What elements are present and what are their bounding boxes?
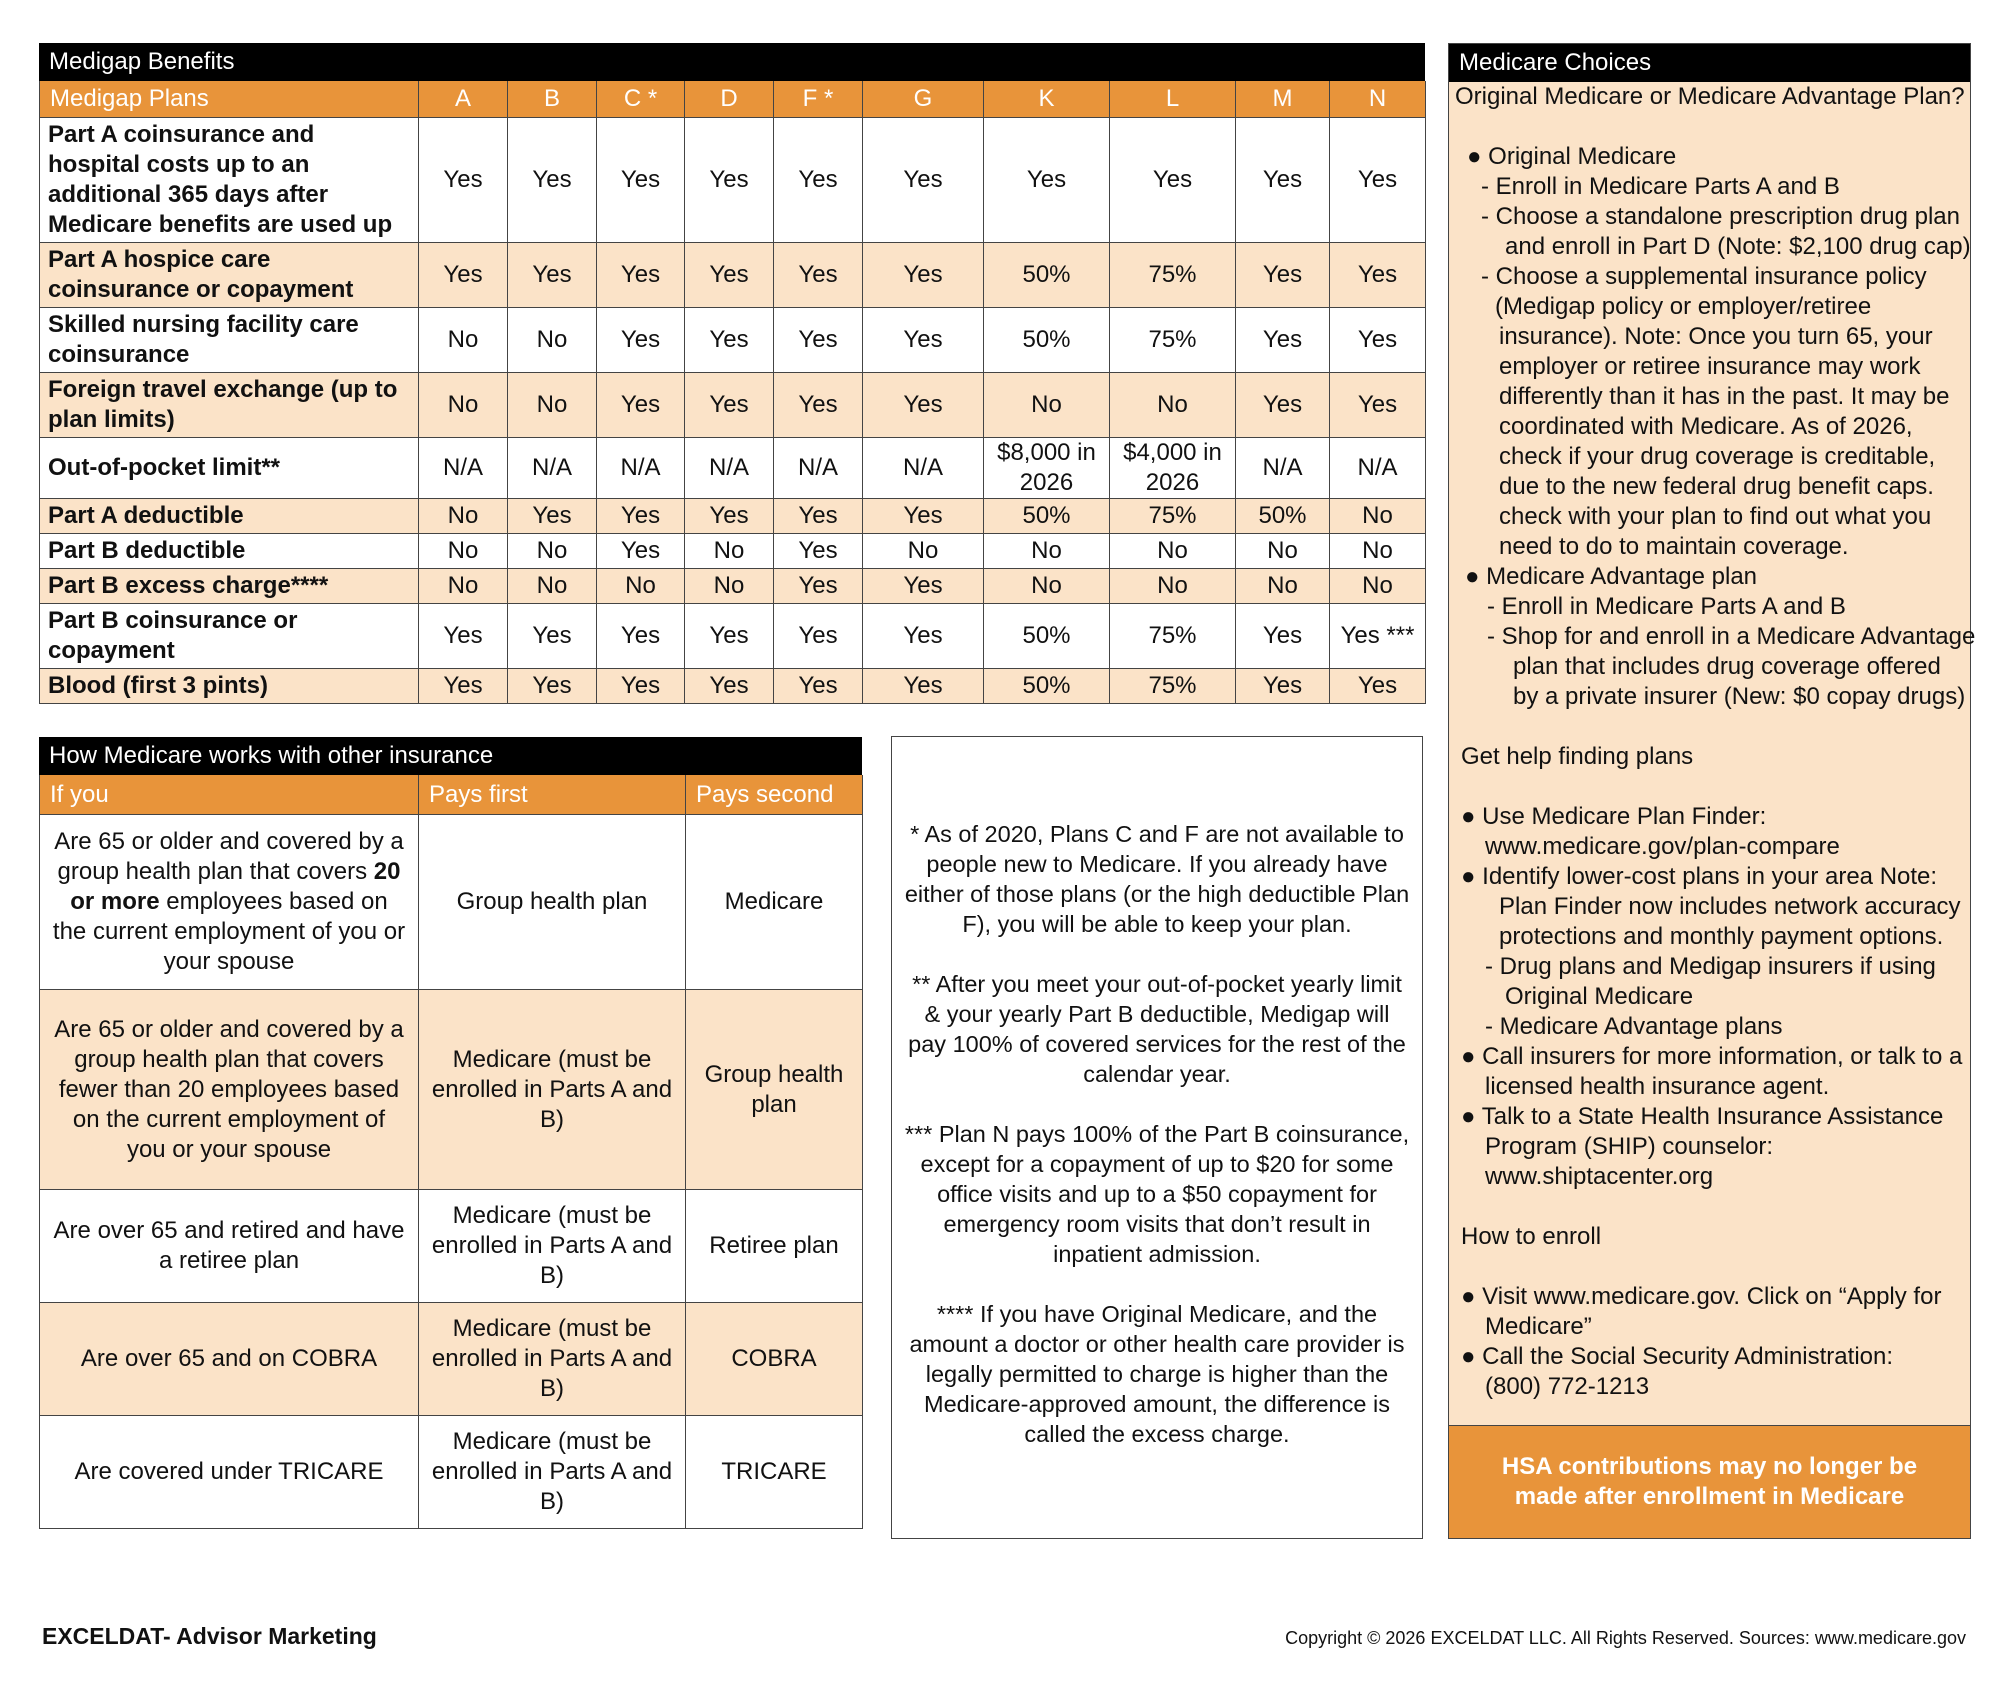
benefit-value: 50% — [1236, 499, 1330, 534]
choices-line: - Enroll in Medicare Parts A and B — [1481, 173, 1840, 200]
choices-line: ● Use Medicare Plan Finder: — [1461, 803, 1767, 830]
other-insurance-body — [40, 815, 863, 1529]
benefit-name: Part A hospice care coinsurance or copayment — [40, 243, 419, 308]
hsa-notice-line-1: HSA contributions may no longer be — [1501, 1453, 1918, 1480]
other-insurance-title: How Medicare works with other insurance — [39, 737, 862, 775]
benefit-value: N/A — [774, 438, 863, 499]
benefit-value: Yes — [863, 118, 984, 243]
choices-line: ● Talk to a State Health Insurance Assistance — [1461, 1103, 1944, 1130]
if-you-cell — [40, 1190, 419, 1303]
hsa-notice-line-2: made after enrollment in Medicare — [1514, 1483, 1905, 1510]
benefit-value: $4,000 in 2026 — [1110, 438, 1236, 499]
choices-line: - Enroll in Medicare Parts A and B — [1487, 593, 1846, 620]
benefit-value: Yes — [508, 243, 597, 308]
choices-line: plan that includes drug coverage offered — [1513, 653, 1941, 680]
choices-line: - Choose a supplemental insurance policy — [1481, 263, 1927, 290]
benefit-value: N/A — [419, 438, 508, 499]
pays-second-cell: COBRA — [686, 1303, 863, 1416]
benefit-value: No — [984, 373, 1110, 438]
benefit-value: No — [597, 569, 685, 604]
medigap-body — [40, 118, 1426, 704]
benefit-name: Blood (first 3 pints) — [40, 669, 419, 704]
benefit-value: Yes — [508, 118, 597, 243]
benefit-row — [40, 534, 1426, 569]
benefit-value: Yes — [774, 499, 863, 534]
benefit-row — [40, 669, 1426, 704]
benefit-value: Yes — [1236, 118, 1330, 243]
choices-line: by a private insurer (New: $0 copay drugs) — [1513, 683, 1966, 710]
choices-line: ● Call the Social Security Administration: — [1461, 1343, 1894, 1370]
benefit-value: Yes — [685, 243, 774, 308]
benefit-value: No — [685, 569, 774, 604]
benefit-value: N/A — [863, 438, 984, 499]
benefit-value: No — [1110, 534, 1236, 569]
pays-first-cell: Medicare (must be enrolled in Parts A and B) — [419, 1303, 686, 1416]
pays-second-cell: Group health plan — [686, 990, 863, 1190]
plan-header: D — [685, 81, 774, 118]
benefit-value: No — [419, 373, 508, 438]
benefit-value: 50% — [984, 308, 1110, 373]
benefit-value: $8,000 in 2026 — [984, 438, 1110, 499]
benefit-value: 75% — [1110, 669, 1236, 704]
benefit-value: Yes — [508, 669, 597, 704]
benefit-value: Yes — [685, 308, 774, 373]
benefit-value: Yes — [774, 243, 863, 308]
benefit-value: Yes — [597, 604, 685, 669]
if-you-text: Are 65 or older and covered by a group health plan that covers fewer than 20 employees based on the current employment of you or your spouse — [54, 1015, 404, 1163]
choices-line: coordinated with Medicare. As of 2026, — [1499, 413, 1913, 440]
footer-copyright: Copyright © 2026 EXCELDAT LLC. All Rights Reserved. Sources: www.medicare.gov — [1285, 1628, 1966, 1648]
choices-line: ● Medicare Advantage plan — [1465, 563, 1758, 590]
benefit-value: No — [984, 569, 1110, 604]
benefit-value: Yes — [597, 534, 685, 569]
hsa-notice — [1449, 1425, 1970, 1538]
benefit-value: No — [685, 534, 774, 569]
benefit-value: Yes — [1330, 669, 1426, 704]
benefit-row — [40, 604, 1426, 669]
benefit-value: No — [1236, 569, 1330, 604]
choices-line: - Drug plans and Medigap insurers if using — [1485, 953, 1936, 980]
choices-line: Plan Finder now includes network accuracy — [1499, 893, 1961, 920]
choices-line: employer or retiree insurance may work — [1499, 353, 1921, 380]
benefit-value: No — [984, 534, 1110, 569]
choices-line: insurance). Note: Once you turn 65, your — [1499, 323, 1933, 350]
benefit-value: Yes — [863, 499, 984, 534]
benefit-name: Part A deductible — [40, 499, 419, 534]
benefit-row — [40, 118, 1426, 243]
choices-line: How to enroll — [1461, 1223, 1602, 1250]
if-you-cell — [40, 1416, 419, 1529]
plan-header: K — [984, 81, 1110, 118]
footnotes-box — [891, 736, 1423, 1539]
choices-line: - Choose a standalone prescription drug plan — [1481, 203, 1960, 230]
benefit-value: No — [419, 534, 508, 569]
benefit-value: 50% — [984, 499, 1110, 534]
benefit-value: Yes — [419, 118, 508, 243]
choices-line: ● Call insurers for more information, or talk to a — [1461, 1043, 1963, 1070]
benefit-value: Yes — [863, 373, 984, 438]
choices-line: www.shiptacenter.org — [1485, 1163, 1714, 1190]
benefit-value: No — [863, 534, 984, 569]
footer-brand: EXCELDAT- Advisor Marketing — [42, 1623, 377, 1649]
pays-second-cell: Retiree plan — [686, 1190, 863, 1303]
choices-line: www.medicare.gov/plan-compare — [1485, 833, 1840, 860]
if-you-cell — [40, 990, 419, 1190]
pays-first-cell: Medicare (must be enrolled in Parts A and B) — [419, 1190, 686, 1303]
if-you-cell — [40, 1303, 419, 1416]
choices-line: licensed health insurance agent. — [1485, 1073, 1830, 1100]
benefit-value: Yes — [863, 243, 984, 308]
medigap-benefits-title: Medigap Benefits — [39, 43, 1425, 81]
footnote: **** If you have Original Medicare, and the amount a doctor or other health care provider is legally permitted to charge is higher than the Medicare-approved amount, the difference is called the excess charge. — [909, 1301, 1405, 1447]
spacer — [1455, 772, 1964, 802]
benefit-value: Yes — [1330, 243, 1426, 308]
benefit-value: Yes — [774, 118, 863, 243]
choices-line: protections and monthly payment options. — [1499, 923, 1944, 950]
benefit-row — [40, 499, 1426, 534]
benefit-value: Yes — [1330, 308, 1426, 373]
benefit-value: No — [1110, 569, 1236, 604]
benefit-name: Part B excess charge**** — [40, 569, 419, 604]
benefit-name: Skilled nursing facility care coinsurance — [40, 308, 419, 373]
benefit-value: No — [1330, 499, 1426, 534]
benefit-value: No — [1330, 569, 1426, 604]
choices-line: and enroll in Part D (Note: $2,100 drug cap) — [1505, 233, 1971, 260]
benefit-value: No — [419, 499, 508, 534]
benefit-value: No — [419, 569, 508, 604]
plan-header: M — [1236, 81, 1330, 118]
benefit-value: 50% — [984, 669, 1110, 704]
benefit-value: Yes — [1236, 243, 1330, 308]
benefit-row — [40, 438, 1426, 499]
benefit-value: Yes — [774, 569, 863, 604]
benefit-value: N/A — [597, 438, 685, 499]
insurance-row — [40, 1303, 863, 1416]
choices-line: due to the new federal drug benefit caps. — [1499, 473, 1934, 500]
pays-first-cell: Group health plan — [419, 815, 686, 990]
column-header: Pays second — [686, 775, 863, 815]
pays-first-cell: Medicare (must be enrolled in Parts A and B) — [419, 990, 686, 1190]
benefit-name: Out-of-pocket limit** — [40, 438, 419, 499]
footnote: ** After you meet your out-of-pocket yearly limit & your yearly Part B deductible, Medigap will pay 100% of covered services for the rest of the calendar year. — [908, 971, 1406, 1087]
benefit-value: Yes — [1110, 118, 1236, 243]
benefit-value: No — [508, 308, 597, 373]
choices-line: ● Identify lower-cost plans in your area Note: — [1461, 863, 1938, 890]
benefit-value: Yes — [863, 569, 984, 604]
plan-header: B — [508, 81, 597, 118]
plan-header: A — [419, 81, 508, 118]
benefit-value: Yes — [685, 669, 774, 704]
benefit-value: Yes — [774, 534, 863, 569]
benefit-value: Yes — [1330, 373, 1426, 438]
benefit-value: Yes — [419, 669, 508, 704]
benefit-value: Yes — [685, 499, 774, 534]
benefit-name: Foreign travel exchange (up to plan limits) — [40, 373, 419, 438]
benefit-value: Yes — [863, 669, 984, 704]
benefit-value: Yes — [774, 669, 863, 704]
benefit-value: Yes — [685, 118, 774, 243]
medigap-benefits-section — [39, 43, 1425, 704]
pays-first-cell: Medicare (must be enrolled in Parts A and B) — [419, 1416, 686, 1529]
benefit-value: Yes — [508, 604, 597, 669]
benefit-row — [40, 243, 1426, 308]
pays-second-cell: Medicare — [686, 815, 863, 990]
choices-line: (800) 772-1213 — [1485, 1373, 1650, 1400]
if-you-emphasis: 20 or more — [70, 858, 401, 915]
benefit-value: Yes — [1236, 308, 1330, 373]
medicare-choices-body — [1449, 82, 1976, 1402]
benefit-value: Yes — [597, 308, 685, 373]
plan-header: N — [1330, 81, 1426, 118]
other-insurance-section — [39, 737, 862, 1529]
benefit-value: 75% — [1110, 243, 1236, 308]
benefit-value: Yes — [774, 373, 863, 438]
choices-line: check if your drug coverage is creditable, — [1499, 443, 1936, 470]
benefit-value: 75% — [1110, 604, 1236, 669]
if-you-text: Are covered under TRICARE — [74, 1458, 384, 1485]
medigap-header-row — [40, 81, 1426, 118]
plan-header: C * — [597, 81, 685, 118]
benefit-row — [40, 308, 1426, 373]
choices-line: Original Medicare or Medicare Advantage Plan? — [1455, 83, 1965, 110]
benefit-value: No — [1110, 373, 1236, 438]
insurance-row — [40, 815, 863, 990]
benefit-value: 75% — [1110, 499, 1236, 534]
other-insurance-table — [39, 775, 863, 1529]
choices-line: Get help finding plans — [1461, 743, 1694, 770]
benefit-value: Yes — [863, 308, 984, 373]
column-header: If you — [40, 775, 419, 815]
if-you-text: Are over 65 and on COBRA — [80, 1345, 378, 1372]
benefit-value: N/A — [685, 438, 774, 499]
benefit-value: N/A — [1330, 438, 1426, 499]
medicare-choices-title: Medicare Choices — [1449, 44, 1970, 82]
spacer — [1455, 712, 1964, 742]
footnote: *** Plan N pays 100% of the Part B coinsurance, except for a copayment of up to $20 for some office visits and up to a $50 copayment for emergency room visits that don’t result in inpatient admission. — [904, 1121, 1410, 1267]
benefit-value: No — [1330, 534, 1426, 569]
benefit-value: Yes — [597, 669, 685, 704]
benefit-value: Yes — [1236, 373, 1330, 438]
choices-line: need to do to maintain coverage. — [1499, 533, 1849, 560]
benefit-value: Yes — [863, 604, 984, 669]
column-header: Pays first — [419, 775, 686, 815]
choices-line: Medicare” — [1485, 1313, 1592, 1340]
benefit-value: Yes — [597, 118, 685, 243]
benefit-value: Yes — [508, 499, 597, 534]
medicare-choices-panel — [1448, 43, 1976, 1539]
benefit-value: Yes — [1236, 669, 1330, 704]
if-you-text-end: employees based on the current employment of you or your spouse — [52, 888, 406, 975]
if-you-cell — [40, 815, 419, 990]
benefit-value: Yes *** — [1330, 604, 1426, 669]
benefit-value: 50% — [984, 604, 1110, 669]
benefit-value: Yes — [419, 243, 508, 308]
choices-line: ● Visit www.medicare.gov. Click on “Apply for — [1461, 1283, 1942, 1310]
benefit-value: Yes — [1330, 118, 1426, 243]
benefit-value: No — [508, 534, 597, 569]
plan-header: L — [1110, 81, 1236, 118]
insurance-row — [40, 1190, 863, 1303]
choices-line: differently than it has in the past. It may be — [1499, 383, 1950, 410]
benefit-value: Yes — [597, 499, 685, 534]
footnote: * As of 2020, Plans C and F are not available to people new to Medicare. If you already have either of those plans (or the high deductible Plan F), you will be able to keep your plan. — [904, 821, 1410, 937]
benefit-value: No — [419, 308, 508, 373]
benefit-value: Yes — [597, 373, 685, 438]
medigap-plans-header: Medigap Plans — [40, 81, 419, 118]
pays-second-cell: TRICARE — [686, 1416, 863, 1529]
benefit-value: Yes — [685, 604, 774, 669]
choices-line: Program (SHIP) counselor: — [1485, 1133, 1774, 1160]
insurance-row — [40, 990, 863, 1190]
choices-line: check with your plan to find out what you — [1499, 503, 1932, 530]
benefit-row — [40, 373, 1426, 438]
benefit-value: Yes — [419, 604, 508, 669]
benefit-value: No — [1236, 534, 1330, 569]
insurance-row — [40, 1416, 863, 1529]
choices-line: - Shop for and enroll in a Medicare Advantage — [1487, 623, 1976, 650]
benefit-name: Part B deductible — [40, 534, 419, 569]
medigap-table — [39, 81, 1426, 704]
spacer — [1455, 112, 1964, 142]
if-you-text: Are 65 or older and covered by a group health plan that covers — [54, 828, 404, 885]
choices-line: ● Original Medicare — [1467, 143, 1677, 170]
benefit-value: No — [508, 569, 597, 604]
spacer — [1455, 1192, 1964, 1222]
benefit-value: Yes — [774, 604, 863, 669]
benefit-value: Yes — [1236, 604, 1330, 669]
plan-header: F * — [774, 81, 863, 118]
benefit-row — [40, 569, 1426, 604]
choices-line: (Medigap policy or employer/retiree — [1495, 293, 1872, 320]
benefit-value: 50% — [984, 243, 1110, 308]
benefit-value: No — [508, 373, 597, 438]
plan-header: G — [863, 81, 984, 118]
benefit-name: Part A coinsurance and hospital costs up to an additional 365 days after Medicare benefits are used up — [40, 118, 419, 243]
choices-line: - Medicare Advantage plans — [1485, 1013, 1783, 1040]
benefit-value: 75% — [1110, 308, 1236, 373]
spacer — [1455, 1252, 1964, 1282]
if-you-text: Are over 65 and retired and have a retiree plan — [53, 1217, 405, 1274]
benefit-value: Yes — [774, 308, 863, 373]
benefit-value: Yes — [685, 373, 774, 438]
benefit-name: Part B coinsurance or copayment — [40, 604, 419, 669]
benefit-value: Yes — [597, 243, 685, 308]
benefit-value: N/A — [508, 438, 597, 499]
benefit-value: Yes — [984, 118, 1110, 243]
benefit-value: N/A — [1236, 438, 1330, 499]
choices-line: Original Medicare — [1505, 983, 1694, 1010]
other-insurance-header-row — [40, 775, 863, 815]
